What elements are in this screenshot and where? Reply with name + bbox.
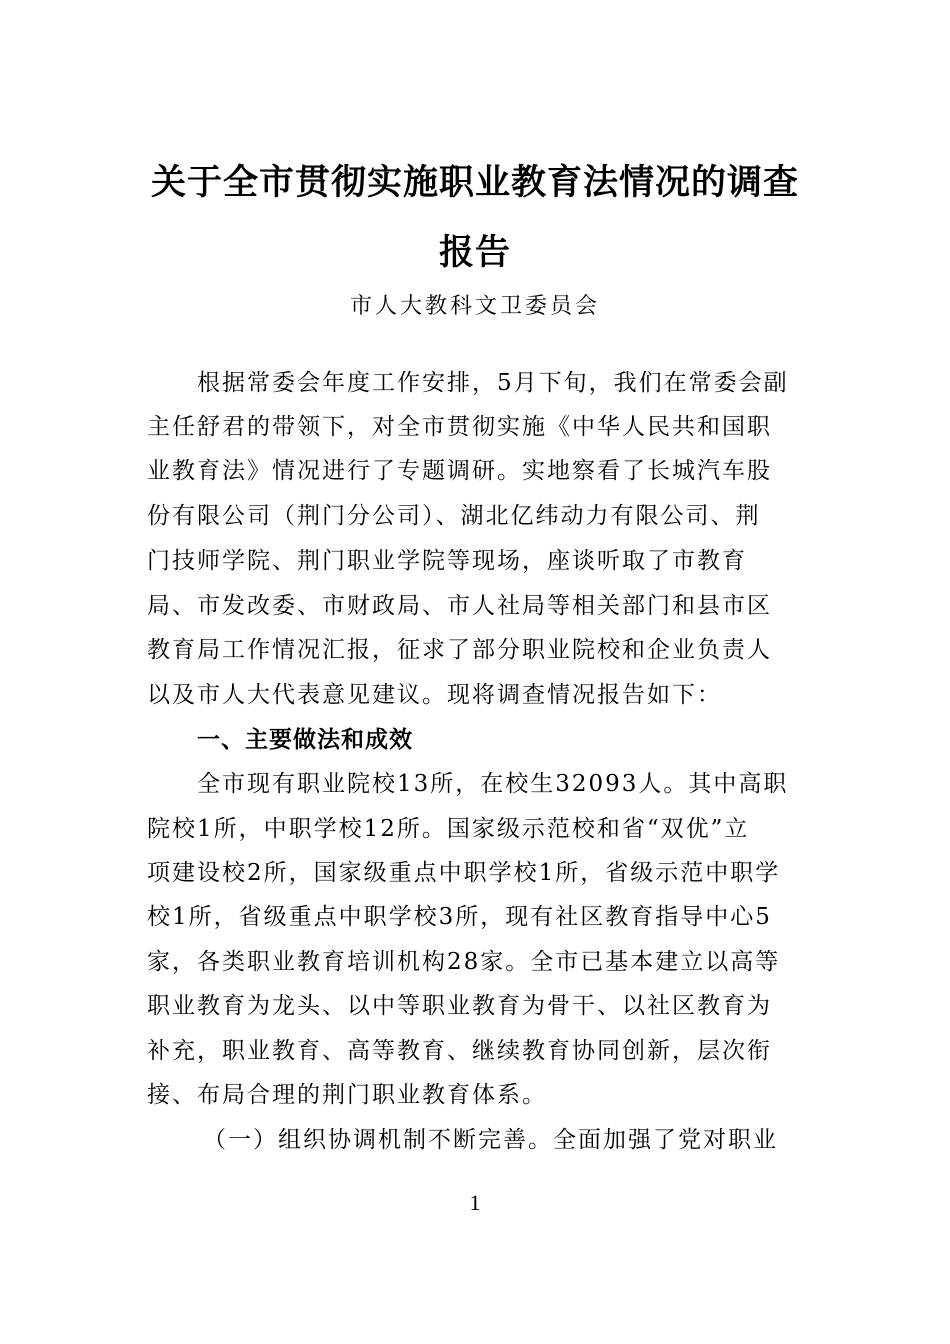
section-line: 项建设校2所，国家级重点中职学校1所，省级示范中职学: [147, 860, 781, 886]
page-number: 1: [469, 1190, 481, 1215]
document-title-line-1: 关于全市贯彻实施职业教育法情况的调查: [150, 162, 799, 203]
document-title-line-2: 报告: [438, 232, 511, 273]
intro-line: 根据常委会年度工作安排，5月下旬，我们在常委会副: [197, 370, 789, 396]
section-line: 院校1所，中职学校12所。国家级示范校和省“双优”立: [147, 816, 750, 842]
document-author: 市人大教科文卫委员会: [349, 294, 600, 319]
intro-line: 业教育法》情况进行了专题调研。实地察看了长城汽车股: [147, 458, 772, 484]
section-heading: 一、主要做法和成效: [197, 727, 413, 753]
intro-line: 门技师学院、荆门职业学院等现场，座谈听取了市教育: [147, 548, 747, 574]
section-line: 全市现有职业院校13所，在校生32093人。其中高职: [197, 771, 789, 797]
intro-line: 局、市发改委、市财政局、市人社局等相关部门和县市区: [147, 593, 772, 619]
section-line: 补充，职业教育、高等教育、继续教育协同创新，层次衔: [147, 1038, 772, 1064]
intro-line: 份有限公司（荆门分公司）、湖北亿纬动力有限公司、荆: [147, 503, 761, 529]
section-line: 家，各类职业教育培训机构28家。全市已基本建立以高等: [147, 949, 781, 975]
intro-line: 主任舒君的带领下，对全市贯彻实施《中华人民共和国职: [147, 414, 772, 440]
section-line: 接、布局合理的荆门职业教育体系。: [147, 1082, 547, 1108]
intro-line: 以及市人大代表意见建议。现将调查情况报告如下：: [147, 682, 722, 708]
section-line: 职业教育为龙头、以中等职业教育为骨干、以社区教育为: [147, 993, 772, 1019]
intro-line: 教育局工作情况汇报，征求了部分职业院校和企业负责人: [147, 637, 772, 663]
subsection-line: （一）组织协调机制不断完善。全面加强了党对职业: [203, 1127, 778, 1153]
section-line: 校1所，省级重点中职学校3所，现有社区教育指导中心5: [147, 904, 772, 930]
